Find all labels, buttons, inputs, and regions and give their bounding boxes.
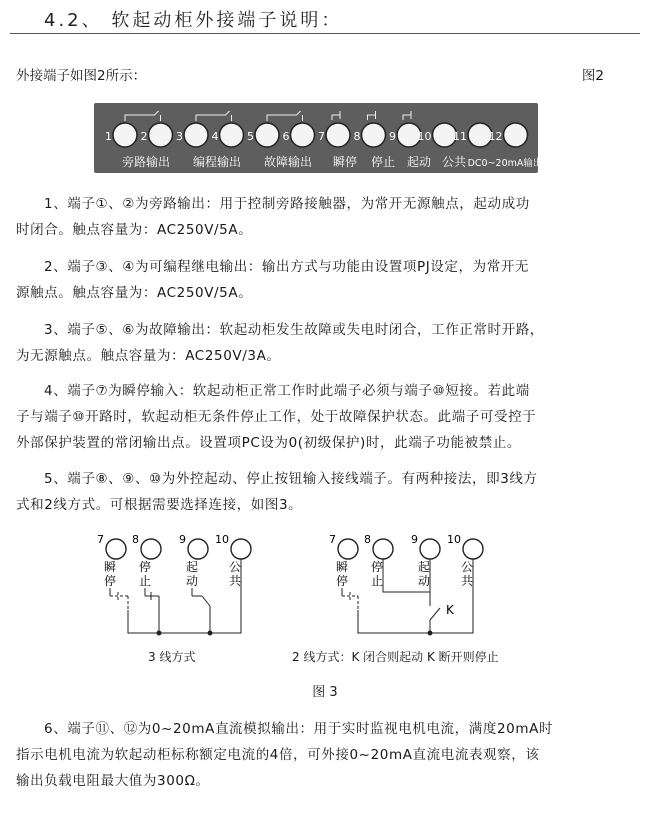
terminal-6-number: 6 xyxy=(282,130,290,143)
three-wire-start-contact-9 xyxy=(192,596,210,606)
two-wire-terminal-number: 8 xyxy=(364,533,371,546)
two-wire-terminal-9 xyxy=(420,539,440,559)
three-wire-terminal-label: 公 xyxy=(228,560,242,574)
three-wire-terminal-number: 9 xyxy=(179,533,186,546)
three-wire-terminal-label: 共 xyxy=(228,574,242,588)
three-wire-terminal-label: 停 xyxy=(103,574,117,588)
paragraph-line: 指示电机电流为软起动柜标称额定电流的4倍，可外接0~20mA直流电流表观察，该 xyxy=(16,747,540,763)
two-wire-terminal-label: 止 xyxy=(370,574,384,588)
terminal-7-number: 7 xyxy=(318,130,325,143)
paragraph-line: 4、端子⑦为瞬停输入：软起动柜正常工作时此端子必须与端子⑩短接。若此端 xyxy=(44,383,530,399)
three-wire-terminal-10 xyxy=(231,539,251,559)
terminal-group-label-4: 瞬停 xyxy=(332,155,358,169)
paragraph-line: 2、端子③、④为可编程继电输出：输出方式与功能由设置项PJ设定，为常开无 xyxy=(44,259,530,275)
terminal-strip-drawing xyxy=(94,103,538,173)
terminal-4-screw xyxy=(220,123,244,147)
section-title: 4.2、 软起动柜外接端子说明： xyxy=(44,10,343,31)
terminal-5-screw xyxy=(255,123,279,147)
terminal-7-screw xyxy=(326,123,350,147)
two-wire-terminal-label: 瞬 xyxy=(335,560,349,574)
header-divider xyxy=(10,33,640,34)
paragraph-line: 时闭合。触点容量为：AC250V/5A。 xyxy=(16,222,253,238)
terminal-9-number: 9 xyxy=(389,130,396,143)
paragraph-line: 5、端子⑧、⑨、⑩为外控起动、停止按钮输入接线端子。有两种接法，即3线方 xyxy=(44,471,538,487)
paragraph-line: 6、端子⑪、⑫为0~20mA直流模拟输出：用于实时监视电机电流，满度20mA时 xyxy=(44,721,554,737)
two-wire-switch-k xyxy=(430,592,440,620)
two-wire-terminal-10 xyxy=(463,539,483,559)
button-symbol-2 xyxy=(368,111,376,120)
three-wire-terminal-label: 瞬 xyxy=(103,560,117,574)
two-wire-terminal-label: 动 xyxy=(417,574,431,588)
terminal-group-label-8: DC0~20mA输出 xyxy=(467,158,538,169)
terminal-group-label-6: 起动 xyxy=(406,155,432,169)
two-wire-terminal-number: 7 xyxy=(329,533,336,546)
two-wire-terminal-number: 9 xyxy=(411,533,418,546)
relay-contact-symbol-3 xyxy=(267,111,301,121)
terminal-3-screw xyxy=(184,123,208,147)
intro-text: 外接端子如图2所示： xyxy=(16,68,147,84)
paragraph-line: 外部保护装置的常闭输出点。设置项PC设为0(初级保护)时，此端子功能被禁止。 xyxy=(16,435,521,451)
two-wire-terminal-label: 公 xyxy=(460,560,474,574)
paragraph-line: 式和2线方式。可根据需要选择连接，如图3。 xyxy=(16,497,303,513)
relay-contact-symbol-2 xyxy=(196,111,230,121)
terminal-group-label-7: 公共 xyxy=(441,155,467,169)
two-wire-junction-dot xyxy=(428,631,433,636)
three-wire-caption: 3 线方式 xyxy=(148,650,196,664)
three-wire-terminal-label: 动 xyxy=(185,574,199,588)
terminal-2-number: 2 xyxy=(140,130,148,143)
terminal-8-number: 8 xyxy=(353,130,361,143)
three-wire-stop-contact-8 xyxy=(145,592,159,600)
section-header xyxy=(0,0,650,44)
two-wire-terminal-label: 起 xyxy=(417,560,431,574)
three-wire-terminal-number: 10 xyxy=(215,533,229,546)
figure-3-caption: 图 3 xyxy=(312,685,338,700)
figure-2-label: 图2 xyxy=(581,68,604,84)
terminal-1-number: 1 xyxy=(105,130,112,143)
paragraph-line: 子与端子⑩开路时，软起动柜无条件停止工作，处于故障保护状态。此端子可受控于 xyxy=(16,409,537,425)
terminal-group-label-1: 旁路输出 xyxy=(121,155,171,169)
three-wire-terminal-9 xyxy=(188,539,208,559)
terminal-4-number: 4 xyxy=(211,130,219,143)
paragraph-1 xyxy=(16,191,634,243)
terminal-8-screw xyxy=(362,123,386,147)
terminal-12-screw xyxy=(504,123,528,147)
two-wire-caption: 2 线方式：K 闭合则起动 K 断开则停止 xyxy=(292,650,499,664)
three-wire-stop-contact-7 xyxy=(110,592,128,610)
two-wire-switch-label: K xyxy=(446,603,454,617)
paragraph-line: 3、端子⑤、⑥为故障输出：软起动柜发生故障或失电时闭合，工作正常时开路， xyxy=(44,322,544,338)
button-symbol-3 xyxy=(403,111,411,120)
paragraph-line: 为无源触点。触点容量为：AC250V/3A。 xyxy=(16,348,281,364)
two-wire-terminal-label: 停 xyxy=(335,574,349,588)
terminal-group-label-3: 故障输出 xyxy=(263,155,313,169)
paragraph-line: 输出负载电阻最大值为300Ω。 xyxy=(16,773,210,789)
terminal-6-screw xyxy=(291,123,315,147)
three-wire-terminal-8 xyxy=(141,539,161,559)
terminal-strip xyxy=(94,103,538,173)
paragraph-2 xyxy=(16,254,634,306)
three-wire-terminal-number: 8 xyxy=(132,533,139,546)
relay-contact-symbol-1 xyxy=(125,111,159,121)
terminal-10-number: 10 xyxy=(417,130,432,143)
wiring-diagram xyxy=(70,530,590,650)
paragraph-6 xyxy=(16,716,634,794)
terminal-group-label-5: 停止 xyxy=(370,155,396,169)
paragraph-3 xyxy=(16,317,634,369)
button-symbol-1 xyxy=(332,111,340,120)
two-wire-terminal-label: 停 xyxy=(370,560,384,574)
two-wire-terminal-8 xyxy=(373,539,393,559)
terminal-3-number: 3 xyxy=(176,130,183,143)
terminal-1-screw xyxy=(113,123,137,147)
terminal-5-number: 5 xyxy=(247,130,254,143)
paragraph-5 xyxy=(16,466,634,518)
terminal-11-number: 11 xyxy=(453,130,467,143)
three-wire-junction-dot xyxy=(208,631,213,636)
three-wire-terminal-label: 止 xyxy=(138,574,152,588)
three-wire-junction-dot xyxy=(157,631,162,636)
three-wire-terminal-label: 起 xyxy=(185,560,199,574)
two-wire-terminal-7 xyxy=(338,539,358,559)
paragraph-4 xyxy=(16,378,634,456)
two-wire-stop-contact-7 xyxy=(342,592,358,610)
three-wire-terminal-7 xyxy=(106,539,126,559)
terminal-group-label-2: 编程输出 xyxy=(192,155,242,169)
two-wire-terminal-number: 10 xyxy=(447,533,461,546)
paragraph-line: 1、端子①、②为旁路输出：用于控制旁路接触器，为常开无源触点，起动成功 xyxy=(44,196,530,212)
three-wire-terminal-label: 停 xyxy=(138,560,152,574)
paragraph-line: 源触点。触点容量为：AC250V/5A。 xyxy=(16,285,253,301)
three-wire-terminal-number: 7 xyxy=(97,533,104,546)
terminal-2-screw xyxy=(149,123,173,147)
two-wire-terminal-label: 共 xyxy=(460,574,474,588)
terminal-12-number: 12 xyxy=(488,130,503,143)
